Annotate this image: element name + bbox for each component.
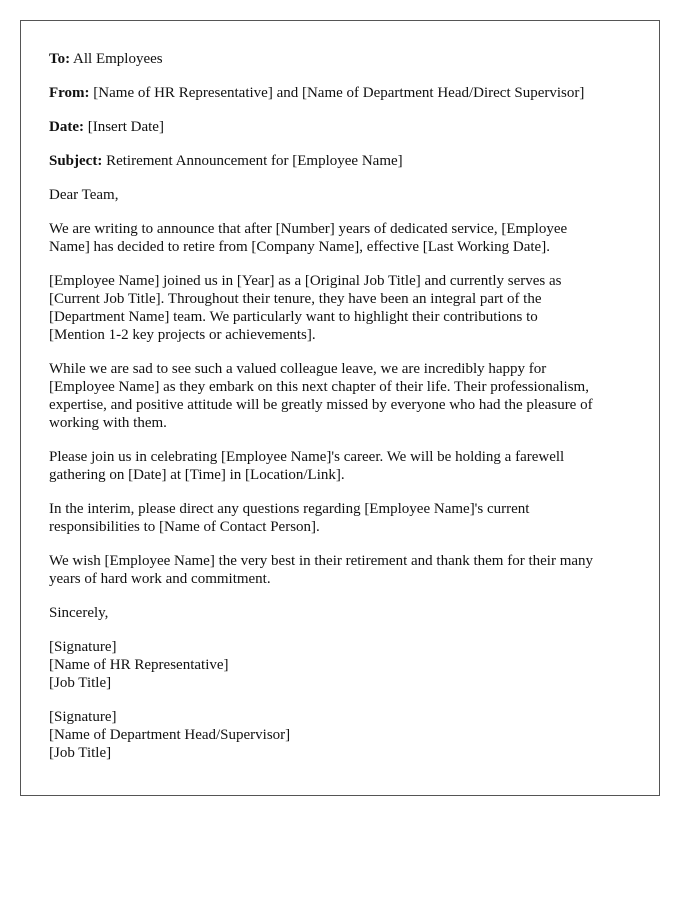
- subject-value: Retirement Announcement for [Employee Name]: [102, 153, 403, 169]
- from-line: [49, 84, 631, 102]
- paragraph-line: [Current Job Title]. Throughout their tenure, they have been an integral part of the: [49, 291, 542, 307]
- paragraph-line: In the interim, please direct any questions regarding [Employee Name]'s current: [49, 501, 530, 517]
- date-value: [Insert Date]: [83, 119, 164, 135]
- paragraph-career: [49, 272, 631, 344]
- paragraph-line: years of hard work and commitment.: [49, 571, 271, 587]
- paragraph-wishes: [49, 552, 631, 588]
- paragraph-line: Please join us in celebrating [Employee Name]'s career. We will be holding a farewell: [49, 449, 565, 465]
- date-line: [49, 118, 631, 136]
- signature-block-department: [49, 708, 631, 762]
- from-label: From:: [49, 85, 90, 101]
- paragraph-celebration: [49, 448, 631, 484]
- paragraph-line: expertise, and positive attitude will be greatly missed by everyone who had the pleasure of: [49, 397, 593, 413]
- to-line: [49, 50, 631, 68]
- paragraph-line: [Mention 1-2 key projects or achievements].: [49, 327, 316, 343]
- paragraph-line: We are writing to announce that after [Number] years of dedicated service, [Employee: [49, 221, 568, 237]
- paragraph-line: gathering on [Date] at [Time] in [Location/Link].: [49, 467, 345, 483]
- greeting: Dear Team,: [49, 187, 119, 203]
- subject-line: [49, 152, 631, 170]
- signature-title: [Job Title]: [49, 675, 112, 691]
- signature-block-hr: [49, 638, 631, 692]
- signature-line: [Signature]: [49, 639, 117, 655]
- to-value: All Employees: [70, 51, 163, 67]
- paragraph-farewell: [49, 360, 631, 432]
- from-value: [Name of HR Representative] and [Name of Department Head/Direct Supervisor]: [89, 85, 585, 101]
- paragraph-line: [Employee Name] as they embark on this next chapter of their life. Their professionalism,: [49, 379, 589, 395]
- paragraph-line: working with them.: [49, 415, 167, 431]
- paragraph-announcement: [49, 220, 631, 256]
- paragraph-line: While we are sad to see such a valued colleague leave, we are incredibly happy for: [49, 361, 547, 377]
- paragraph-line: [Employee Name] joined us in [Year] as a [Original Job Title] and currently serves as: [49, 273, 562, 289]
- paragraph-line: [Department Name] team. We particularly want to highlight their contributions to: [49, 309, 538, 325]
- signature-name: [Name of HR Representative]: [49, 657, 229, 673]
- paragraph-line: We wish [Employee Name] the very best in their retirement and thank them for their many: [49, 553, 594, 569]
- date-label: Date:: [49, 119, 84, 135]
- paragraph-line: responsibilities to [Name of Contact Person].: [49, 519, 320, 535]
- memo-document: [20, 20, 660, 796]
- paragraph-interim: [49, 500, 631, 536]
- signature-title: [Job Title]: [49, 745, 112, 761]
- paragraph-line: Name] has decided to retire from [Company Name], effective [Last Working Date].: [49, 239, 550, 255]
- closing: Sincerely,: [49, 605, 109, 621]
- to-label: To:: [49, 51, 71, 67]
- signature-name: [Name of Department Head/Supervisor]: [49, 727, 291, 743]
- signature-line: [Signature]: [49, 709, 117, 725]
- subject-label: Subject:: [49, 153, 103, 169]
